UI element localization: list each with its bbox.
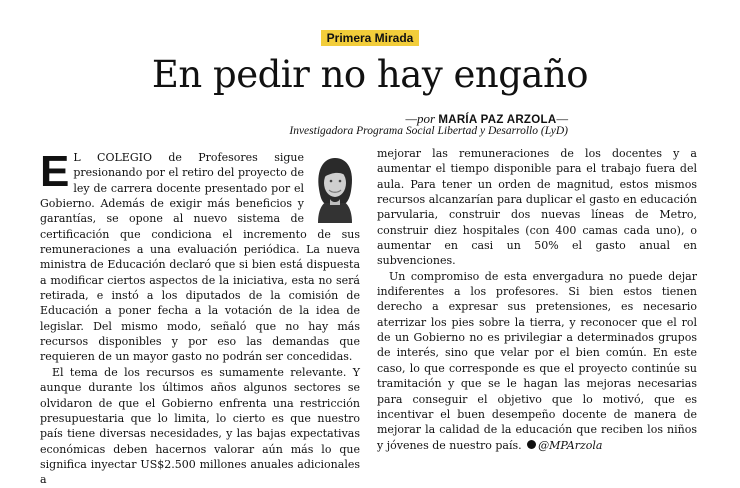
author-portrait	[310, 153, 360, 223]
section-name: Primera Mirada	[321, 30, 420, 46]
paragraph-4: Un compromiso de esta envergadura no puede dejar indiferentes a los profesores. Si bien estos tienen derecho a expresar sus pretensiones, es necesario aterrizar los pies sobre la tierra, y reconocer que el rol de un Gobierno no es privilegiar a determinados grupos de interés, sino que velar por el bien común. En este caso, lo que corresponde es que el proyecto continúe su tramitación y que se le hagan las mejoras necesarias para conseguir el objetivo que lo motivó, que es incentivar el buen desempeño docente de manera de mejorar la calidad de la educación que reciben los niños y jóvenes de nuestro país.	[377, 269, 697, 452]
paragraph-3: mejorar las remuneraciones de los docentes y a aumentar el tiempo disponible para el trabajo fuera del aula. Para tener un orden de magnitud, estos mismos recursos alcanzarían para duplicar el gasto en educación parvularia, construir dos nuevas líneas de Metro, construir diez hospitales (con 400 camas cada uno), o aumentar en casi un 50% el gasto anual en subvenciones.	[377, 147, 697, 268]
byline-suffix: —	[556, 111, 568, 126]
byline-author: MARÍA PAZ ARZOLA	[438, 114, 557, 126]
twitter-handle: @MPArzola	[538, 438, 603, 452]
paragraph-2: El tema de los recursos es sumamente relevante. Y aunque durante los últimos años algunos sectores se olvidaron de que el Gobierno enfrenta una restricción presupuestaria que lo limita, lo cierto es que nuestro país tiene diversas necesidades, y las bajas expectativas económicas deben hacernos valorar aún más lo que significa inyectar US$2.500 millones anuales adicionales a	[40, 365, 360, 487]
byline-prefix: —por	[405, 111, 436, 126]
section-label	[0, 31, 740, 45]
column-1	[40, 147, 360, 488]
column-2	[377, 146, 697, 453]
headline: En pedir no hay engaño	[151, 53, 589, 96]
paragraph-1: L COLEGIO de Profesores sigue presionando por el retiro del proyecto de ley de carrera docente presentado por el Gobierno. Además de exigir más beneficios y garantías, se opone al nuevo sistema de certificación que condiciona el incremento de sus remuneraciones a una evaluación periódica. La nueva ministra de Educación declaró que si bien está dispuesta a modificar ciertos aspectos de la iniciativa, esta no será retirada, e instó a los diputados de la comisión de Educación a poner fecha a la votación de la idea de legislar. Del mismo modo, señaló que no hay más recursos disponibles y por eso las demandas que requieren de un mayor gasto no podrán ser concedidas.	[40, 151, 360, 364]
author-affiliation: Investigadora Programa Social Libertad y Desarrollo (LyD)	[289, 125, 568, 137]
twitter-icon	[527, 440, 536, 449]
dropcap: E	[40, 147, 70, 196]
